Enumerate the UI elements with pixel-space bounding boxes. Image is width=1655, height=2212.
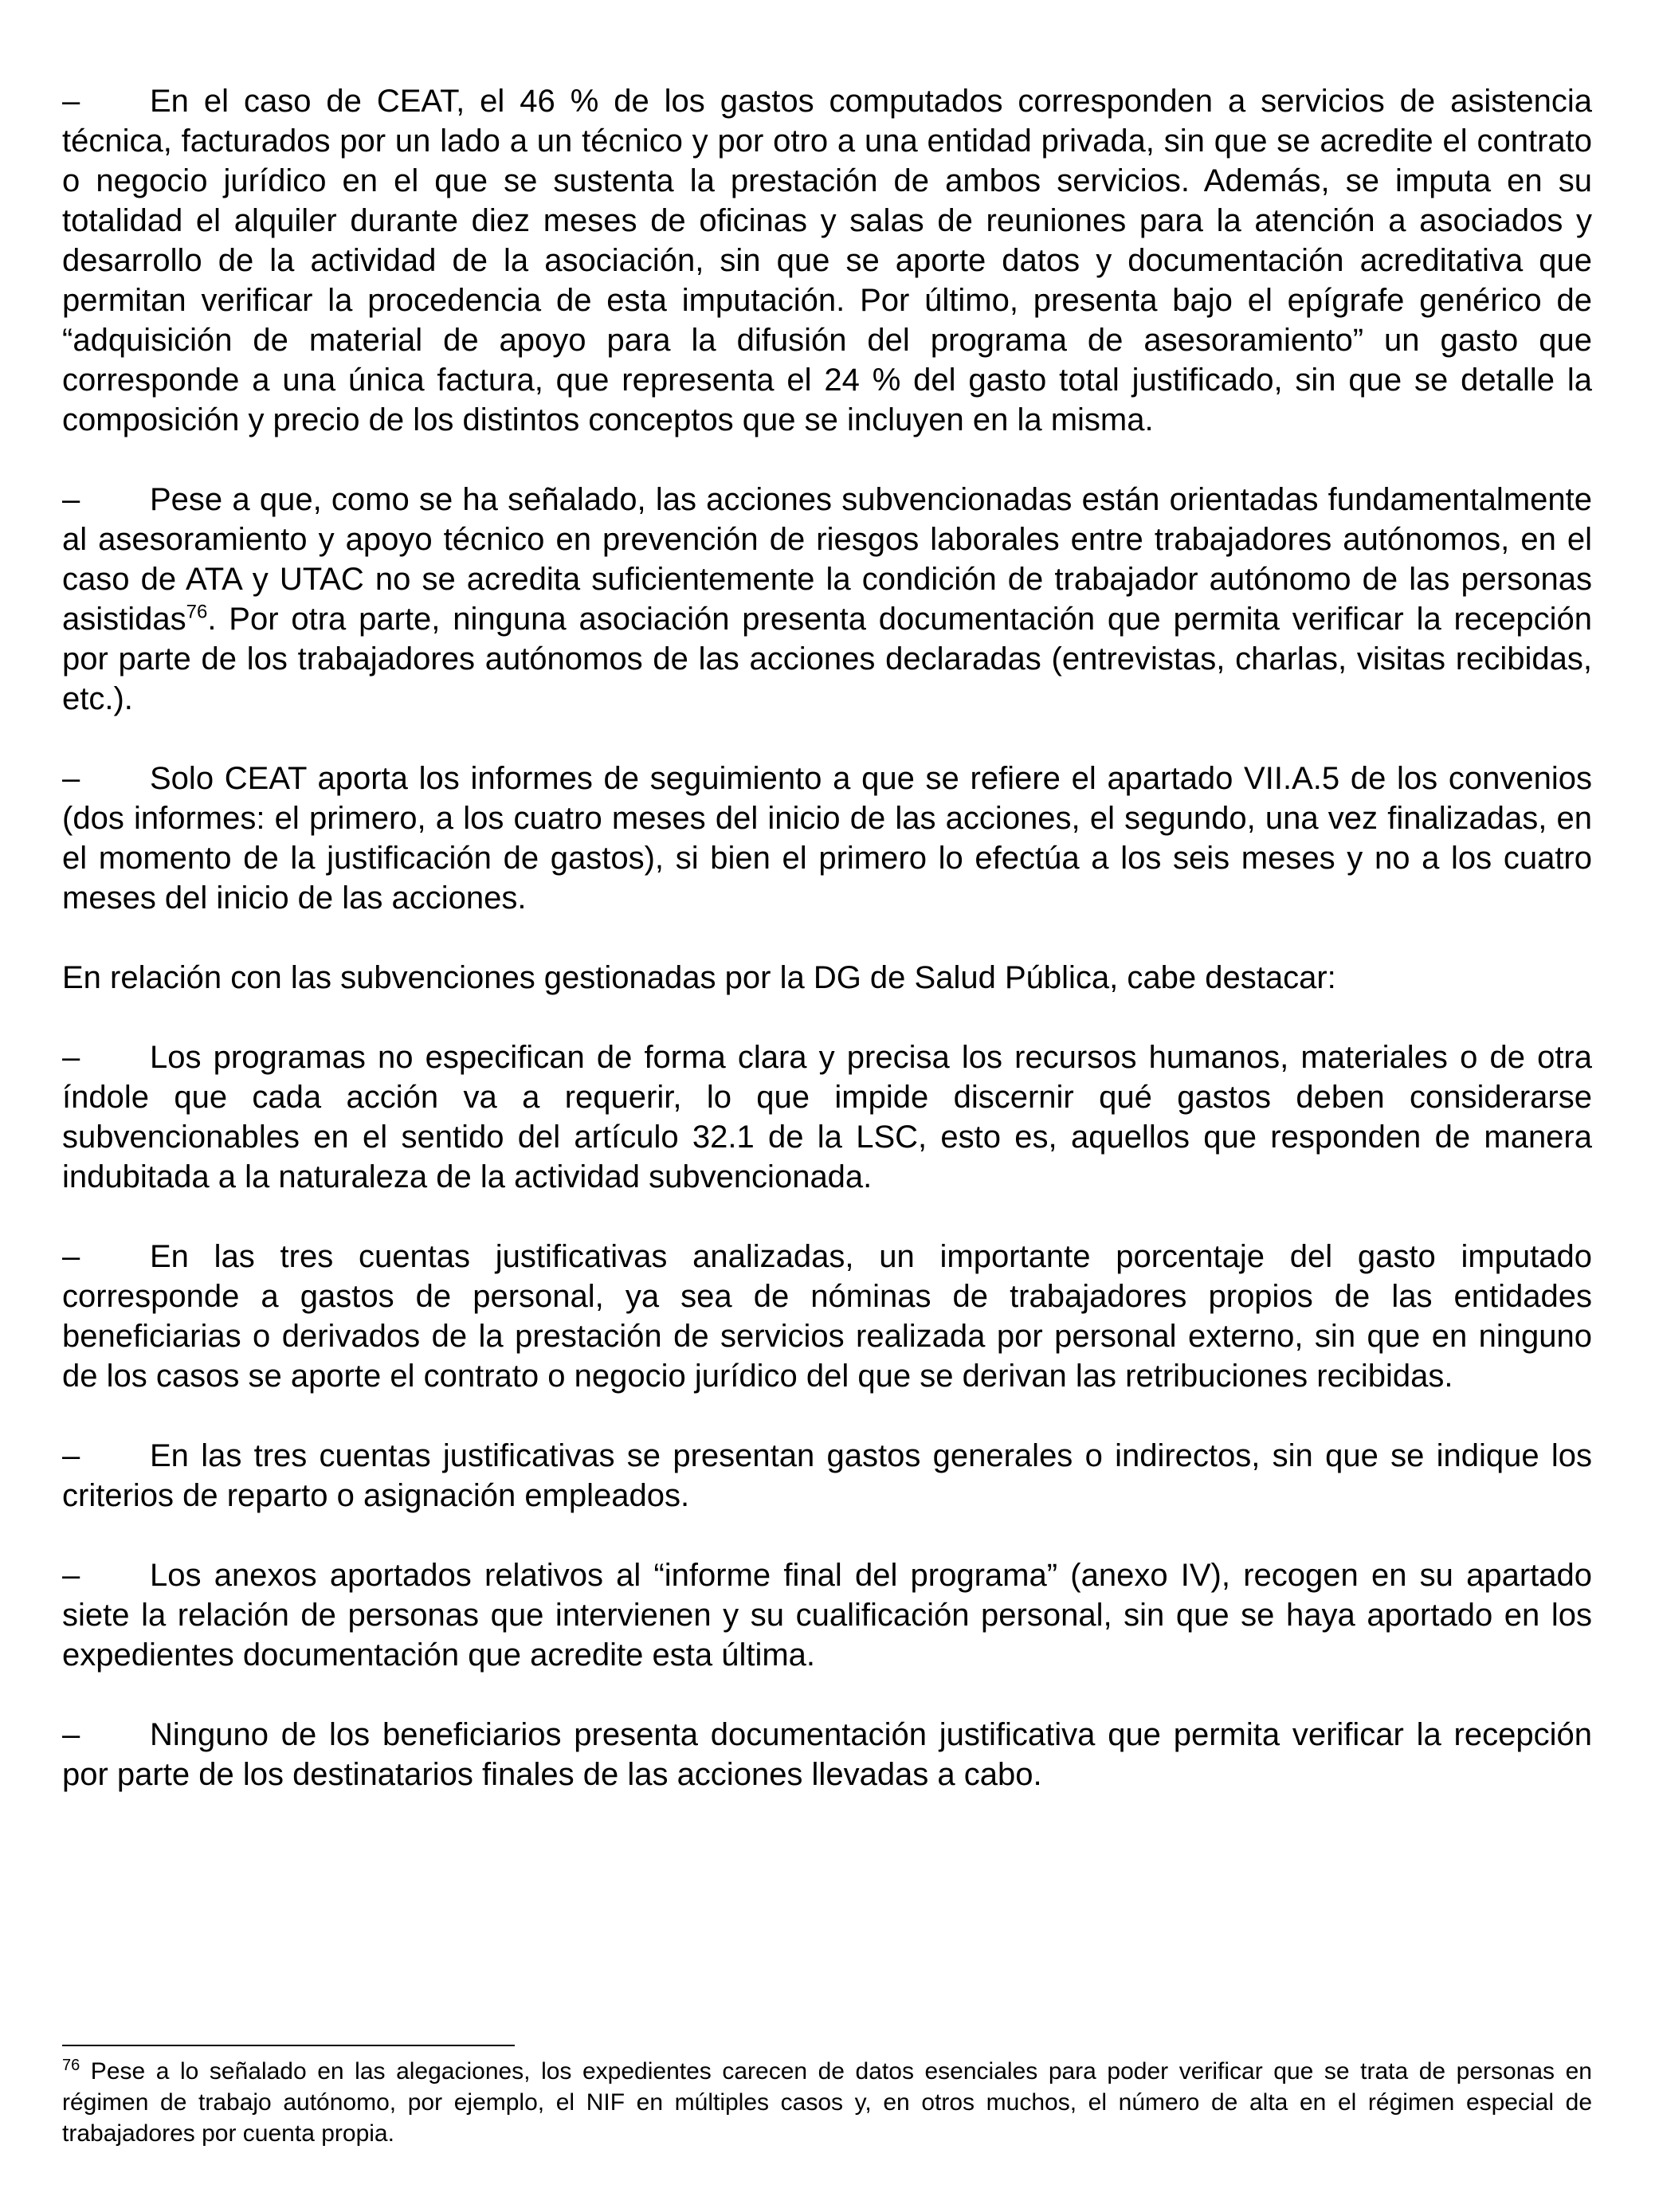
intro-paragraph-salud-publica: En relación con las subvenciones gestionadas por la DG de Salud Pública, cabe destacar: (62, 960, 1336, 995)
footnote-reference[interactable]: 76 (186, 601, 208, 623)
dash-bullet: – (62, 1717, 80, 1752)
paragraph-text: En las tres cuentas justificativas analizadas, un importante porcentaje del gasto imputado corresponde a gastos de personal, ya sea de nóminas de trabajadores propios de las entidades beneficiarias o derivados de la prestación de servicios realizada por personal externo, sin que en ninguno de los casos se aporte el contrato o negocio jurídico del que se derivan las retribuciones recibidas. (62, 1239, 1592, 1394)
paragraph-text: Pese a que, como se ha señalado, las acciones subvencionadas están orientadas fundamentalmente al asesoramiento y apoyo técnico en prevención de riesgos laborales entre trabajadores autónomos, en el caso de ATA y UTAC no se acredita suficientemente la condición de trabajador autónomo de las personas asistidas (62, 482, 1592, 637)
dash-bullet: – (62, 1239, 80, 1274)
bullet-paragraph-autonomous-workers (62, 480, 1592, 719)
bullet-paragraph-annexes (62, 1555, 1592, 1675)
bullet-paragraph-ceat-expenses (62, 81, 1592, 440)
dash-bullet: – (62, 761, 80, 796)
dash-bullet: – (62, 1558, 80, 1593)
paragraph-text: En las tres cuentas justificativas se presentan gastos generales o indirectos, sin que se indique los criterios de reparto o asignación empleados. (62, 1438, 1592, 1513)
footnote-number: 76 (62, 2057, 80, 2074)
paragraph-text: Ninguno de los beneficiarios presenta documentación justificativa que permita verificar la recepción por parte de los destinatarios finales de las acciones llevadas a cabo. (62, 1717, 1592, 1792)
dash-bullet: – (62, 1040, 80, 1075)
dash-bullet: – (62, 482, 80, 517)
bullet-paragraph-general-expenses (62, 1436, 1592, 1516)
paragraph-text: Los programas no especifican de forma clara y precisa los recursos humanos, materiales o de otra índole que cada acción va a requerir, lo que impide discernir qué gastos deben considerarse subvencionables en el sentido del artículo 32.1 de la LSC, esto es, aquellos que responden de manera indubitada a la naturaleza de la actividad subvencionada. (62, 1040, 1592, 1194)
bullet-paragraph-beneficiaries (62, 1715, 1592, 1794)
footnote (62, 2056, 1592, 2149)
bullet-paragraph-personnel-expenses (62, 1237, 1592, 1396)
bullet-paragraph-follow-up-reports (62, 759, 1592, 918)
paragraph-text: Los anexos aportados relativos al “informe final del programa” (anexo IV), recogen en su apartado siete la relación de personas que intervienen y su cualificación personal, sin que se haya aportado en los expedientes documentación que acredite esta última. (62, 1558, 1592, 1673)
footnote-separator (62, 2045, 515, 2046)
bullet-paragraph-programs (62, 1037, 1592, 1197)
paragraph-text: Solo CEAT aporta los informes de seguimiento a que se refiere el apartado VII.A.5 de los convenios (dos informes: el primero, a los cuatro meses del inicio de las acciones, el segundo, una vez finalizadas, en el momento de la justificación de gastos), si bien el primero lo efectúa a los seis meses y no a los cuatro meses del inicio de las acciones. (62, 761, 1592, 916)
document-body (62, 81, 1592, 1794)
paragraph-text: En el caso de CEAT, el 46 % de los gastos computados corresponden a servicios de asistencia técnica, facturados por un lado a un técnico y por otro a una entidad privada, sin que se acredite el contrato o negocio jurídico en el que se sustenta la prestación de ambos servicios. Además, se imputa en su totalidad el alquiler durante diez meses de oficinas y salas de reuniones para la atención a asociados y desarrollo de la actividad de la asociación, sin que se aporte datos y documentación acreditativa que permitan verificar la procedencia de esta imputación. Por último, presenta bajo el epígrafe genérico de “adquisición de material de apoyo para la difusión del programa de asesoramiento” un gasto que corresponde a una única factura, que representa el 24 % del gasto total justificado, sin que se detalle la composición y precio de los distintos conceptos que se incluyen en la misma. (62, 84, 1592, 437)
footnote-text: Pese a lo señalado en las alegaciones, los expedientes carecen de datos esenciales para poder verificar que se trata de personas en régimen de trabajo autónomo, por ejemplo, el NIF en múltiples casos y, en otros muchos, el número de alta en el régimen especial de trabajadores por cuenta propia. (62, 2058, 1592, 2147)
dash-bullet: – (62, 84, 80, 119)
paragraph-text: . Por otra parte, ninguna asociación presenta documentación que permita verificar la recepción por parte de los trabajadores autónomos de las acciones declaradas (entrevistas, charlas, visitas recibidas, etc.). (62, 602, 1592, 716)
dash-bullet: – (62, 1438, 80, 1473)
